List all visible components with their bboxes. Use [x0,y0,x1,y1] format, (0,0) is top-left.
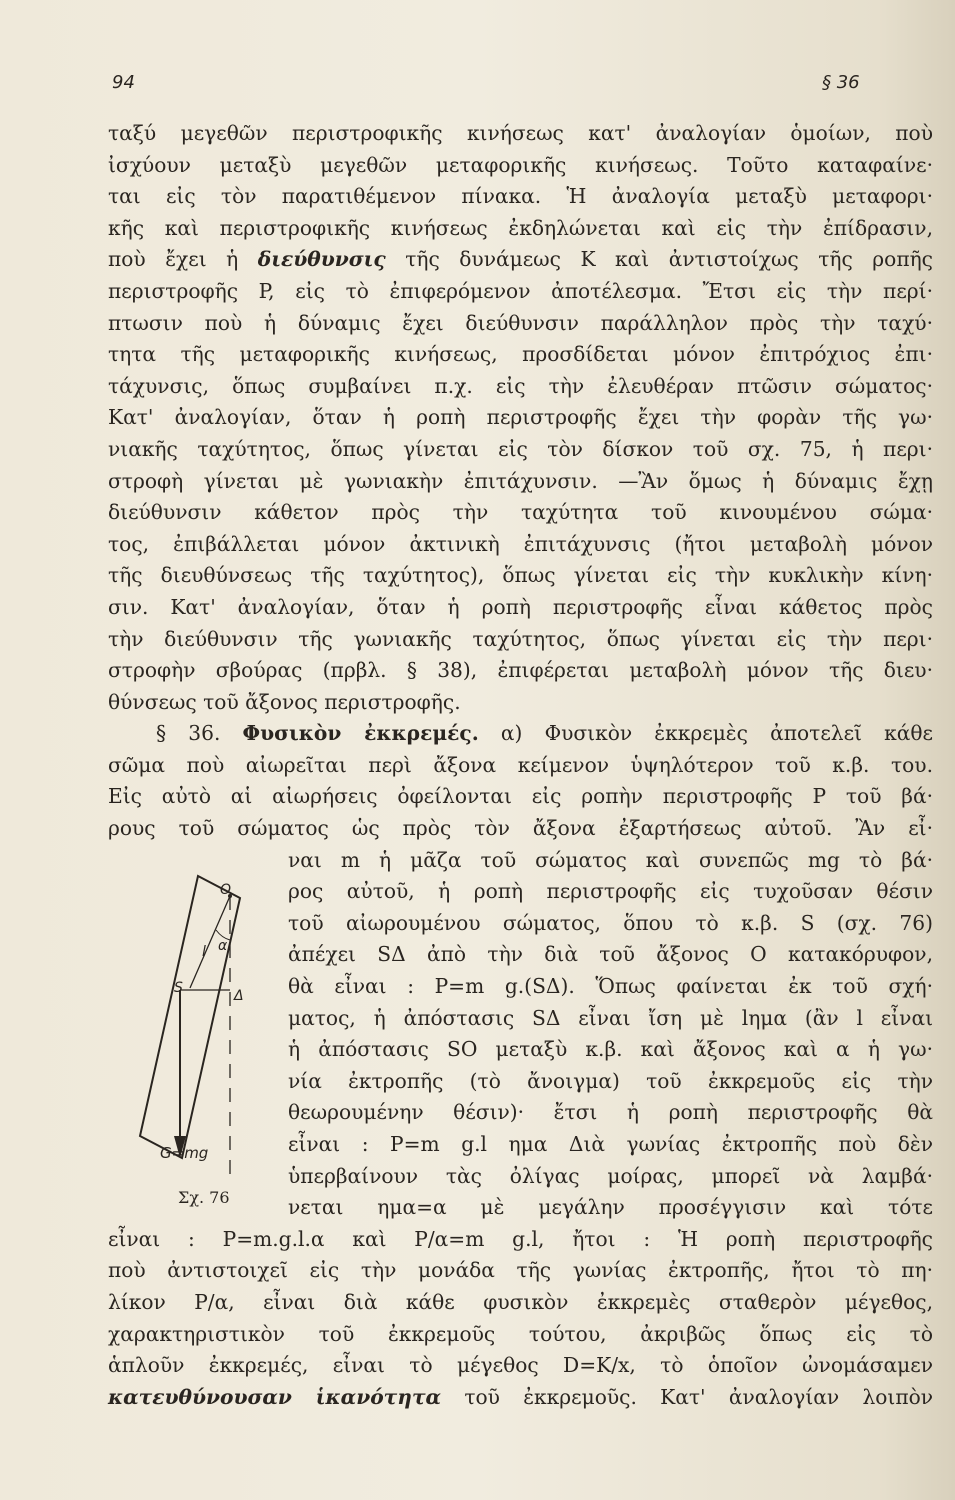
body-text [108,118,933,1413]
text-line: εἶναι : P=m g.l ημα Διὰ γωνίας ἐκτροπῆς ποὺ δὲν [288,1132,933,1156]
text-line: ἁπλοῦν ἐκκρεμές, εἶναι τὸ μέγεθος D=K/x, τὸ ὁποῖον ὠνομάσαμεν [108,1353,933,1378]
text-line: λίκον P/α, εἶναι διὰ κάθε φυσικὸν ἐκκρεμὲς σταθερὸν μέγεθος, [108,1289,933,1314]
text-line: Κατ' ἀναλογίαν, ὅταν ἡ ροπὴ περιστροφῆς ἔχει τὴν φορὰν τῆς γω· [108,405,933,430]
section-reference: § 36 [822,72,860,93]
text-line: σιν. Κατ' ἀναλογίαν, ὅταν ἡ ροπὴ περιστροφῆς εἶναι κάθετος πρὸς [108,594,933,619]
text-line: ναι m ἡ μᾶζα τοῦ σώματος καὶ συνεπῶς mg τὸ βά· [288,847,933,872]
text-line: ὑπερβαίνουν τὰς ὀλίγας μοίρας, μπορεῖ νὰ λαμβά· [288,1163,933,1188]
text-line: νεται ημα=α μὲ μεγάλην προσέγγισιν καὶ τότε [288,1195,933,1220]
text-line: Εἰς αὐτὸ αἱ αἰωρήσεις ὀφείλονται εἰς ροπὴν περιστροφῆς P τοῦ βά· [108,784,933,809]
text-line: τῆς διευθύνσεως τῆς ταχύτητος), ὅπως γίνεται εἰς τὴν κυκλικὴν κίνη· [108,563,933,588]
text-line: σῶμα ποὺ αἰωρεῖται περὶ ἄξονα κείμενον ὑψηλότερον τοῦ κ.β. του. [108,752,933,777]
emphasis-direction: διεύθυνσις [257,247,386,272]
text-line: τητα τῆς μεταφορικῆς κινήσεως, προσδίδεται μόνον ἐπιτρόχιος ἐπι· [108,342,933,367]
label-delta: Δ [234,988,244,1004]
text-line: ἀπέχει SΔ ἀπὸ τὴν διὰ τοῦ ἄξονος O κατακόρυφον, [288,942,933,967]
text-line: τος, ἐπιβάλλεται μόνον ἀκτινικὴ ἐπιτάχυνσις (ἤτοι μεταβολὴ μόνον [108,531,933,556]
text-line: ταξύ μεγεθῶν περιστροφικῆς κινήσεως κατ' ἀναλογίαν ὁμοίων, ποὺ [108,121,933,145]
text-line: ποὺ ἔχει ἡ διεύθυνσις τῆς δυνάμεως K καὶ ἀντιστοίχως τῆς ροπῆς [108,247,933,272]
text-line: τοῦ αἰωρουμένου σώματος, ὅπου τὸ κ.β. S (σχ. 76) [288,910,933,935]
pendulum-figure [130,868,260,1208]
text-line: κατευθύνουσαν ἱκανότητα τοῦ ἐκκρεμοῦς. Κατ' ἀναλογίαν λοιπὸν [108,1384,934,1409]
figure-caption: Σχ. 76 [178,1188,230,1207]
pendulum-body [140,876,240,1158]
text-line: ματος, ἡ ἀπόστασις SΔ εἶναι ἴση μὲ lημα (ἂν l εἶναι [288,1005,933,1030]
text-line: περιστροφῆς P, εἰς τὸ ἐπιφερόμενον ἀποτέλεσμα. Ἔτσι εἰς τὴν περί· [108,278,933,303]
text-line: ρος αὐτοῦ, ἡ ροπὴ περιστροφῆς εἰς τυχοῦσαν θέσιν [288,879,933,904]
text-line: ἡ ἀπόστασις SO μεταξὺ κ.β. καὶ ἄξονος καὶ α ἡ γω· [288,1037,933,1062]
text-line: διεύθυνσιν κάθετον πρὸς τὴν ταχύτητα τοῦ κινουμένου σώμα· [108,500,933,525]
text-line: ἰσχύουν μεταξὺ μεγεθῶν μεταφορικῆς κινήσεως. Τοῦτο καταφαίνε· [108,152,933,177]
text-line: ποὺ ἀντιστοιχεῖ εἰς τὴν μονάδα τῆς γωνίας ἐκτροπῆς, ἤτοι τὸ πη· [108,1258,933,1283]
section-title: Φυσικὸν ἐκκρεμές. [242,721,479,746]
text-line: στροφὴ γίνεται μὲ γωνιακὴν ἐπιτάχυνσιν. —Ἂν ὅμως ἡ δύναμις ἔχῃ [108,468,933,493]
label-alpha: α [218,938,228,954]
text-line: τὴν διεύθυνσιν τῆς γωνιακῆς ταχύτητος, ὅπως γίνεται εἰς τὴν περι· [108,626,933,651]
text-line: κῆς καὶ περιστροφικῆς κινήσεως ἐκδηλώνεται καὶ εἰς τὴν ἐπίδρασιν, [108,215,933,240]
text-line: θεωρουμένην θέσιν)· ἔτσι ἡ ροπὴ περιστροφῆς θὰ [288,1100,933,1125]
emphasis-directive-capacity: κατευθύνουσαν ἱκανότητα [108,1384,442,1409]
label-weight: G=mg [160,1144,209,1162]
label-o: O [220,882,232,898]
text-line: ρους τοῦ σώματος ὡς πρὸς τὸν ἄξονα ἐξαρτήσεως αὐτοῦ. Ἂν εἶ· [108,816,933,841]
text-line: θὰ εἶναι : P=m g.(SΔ). Ὅπως φαίνεται ἐκ τοῦ σχή· [288,974,933,999]
text-line: χαρακτηριστικὸν τοῦ ἐκκρεμοῦς τούτου, ἀκριβῶς ὅπως εἰς τὸ [108,1321,933,1346]
text-line: ται εἰς τὸν παρατιθέμενον πίνακα. Ἡ ἀναλογία μεταξὺ μεταφορι· [108,184,933,209]
label-l: l [202,944,206,960]
text-line: στροφὴν σβούρας (πρβλ. § 38), ἐπιφέρεται μεταβολὴ μόνον τῆς διευ· [108,658,933,683]
text-line: θύνσεως τοῦ ἄξονος περιστροφῆς. [108,689,461,714]
label-s: S [174,980,183,996]
text-line: πτωσιν ποὺ ἡ δύναμις ἔχει διεύθυνσιν παράλληλον πρὸς τὴν ταχύ· [108,310,933,335]
text-line: τάχυνσις, ὅπως συμβαίνει π.χ. εἰς τὴν ἐλευθέραν πτῶσιν σώματος· [108,373,933,398]
text-line: εἶναι : P=m.g.l.α καὶ P/α=m g.l, ἤτοι : Ἡ ροπὴ περιστροφῆς [108,1226,933,1251]
page-number: 94 [112,72,135,93]
text-line: νιακῆς ταχύτητος, ὅπως γίνεται εἰς τὸν δίσκον τοῦ σχ. 75, ἡ περι· [108,436,933,461]
section-heading: § 36. Φυσικὸν ἐκκρεμές. α) Φυσικὸν ἐκκρεμὲς ἀποτελεῖ κάθε [156,721,933,746]
text-line: νία ἐκτροπῆς (τὸ ἄνοιγμα) τοῦ ἐκκρεμοῦς εἰς τὴν [288,1068,933,1093]
